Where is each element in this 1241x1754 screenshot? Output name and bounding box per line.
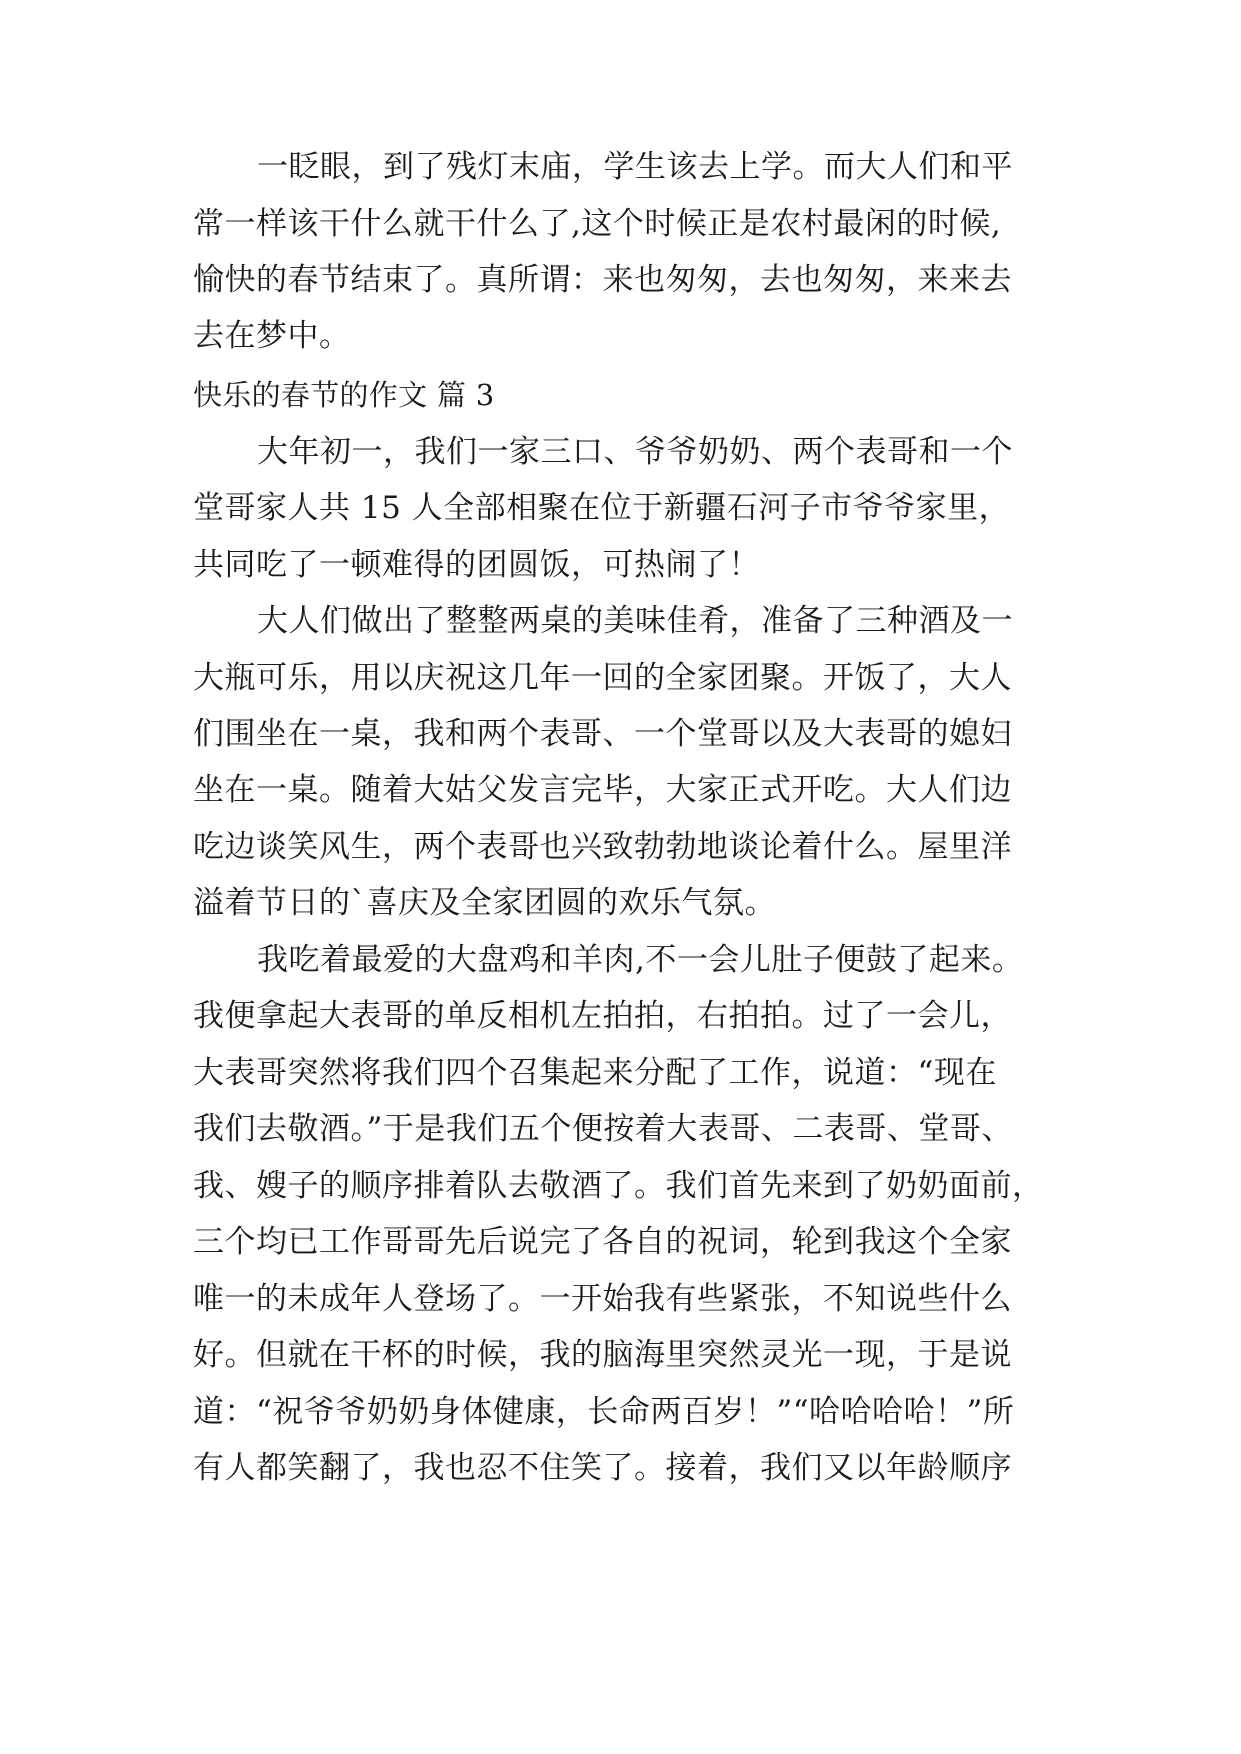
paragraph-line: 我们去敬酒。”于是我们五个便按着大表哥、二表哥、堂哥、 [193, 1111, 1013, 1147]
paragraph-line: 大人们做出了整整两桌的美味佳肴，准备了三种酒及一 [257, 603, 1013, 639]
paragraph-line: 一眨眼，到了残灯末庙，学生该去上学。而大人们和平 [257, 149, 1013, 185]
paragraph-line: 常一样该干什么就干什么了,这个时候正是农村最闲的时候, [193, 206, 1002, 242]
paragraph-line: 我便拿起大表哥的单反相机左拍拍，右拍拍。过了一会儿， [193, 998, 1012, 1034]
paragraph-line: 去在梦中。 [193, 318, 351, 354]
paragraph-line: 有人都笑翻了，我也忍不住笑了。接着，我们又以年龄顺序 [193, 1450, 1012, 1486]
paragraph-line: 共同吃了一顿难得的团圆饭，可热闹了！ [193, 547, 760, 583]
paragraph-line: 大年初一，我们一家三口、爷爷奶奶、两个表哥和一个 [257, 434, 1013, 470]
paragraph-line: 道：“祝爷爷奶奶身体健康，长命两百岁！”“哈哈哈哈！”所 [193, 1394, 1015, 1430]
section-heading: 快乐的春节的作文 篇 3 [193, 378, 495, 412]
paragraph-line: 坐在一桌。随着大姑父发言完毕，大家正式开吃。大人们边 [193, 772, 1012, 808]
paragraph-line: 唯一的未成年人登场了。一开始我有些紧张，不知说些什么 [193, 1281, 1012, 1317]
paragraph-line: 大瓶可乐，用以庆祝这几年一回的全家团聚。开饭了，大人 [193, 660, 1012, 696]
paragraph-line: 愉快的春节结束了。真所谓：来也匆匆，去也匆匆，来来去 [193, 262, 1012, 298]
paragraph-line: 堂哥家人共 15 人全部相聚在位于新疆石河子市爷爷家里， [193, 490, 1011, 526]
paragraph-line: 们围坐在一桌，我和两个表哥、一个堂哥以及大表哥的媳妇 [193, 716, 1012, 752]
paragraph-line: 我吃着最爱的大盘鸡和羊肉,不一会儿肚子便鼓了起来。 [257, 942, 1024, 978]
paragraph-line: 三个均已工作哥哥先后说完了各自的祝词，轮到我这个全家 [193, 1224, 1012, 1260]
paragraph-line: 好。但就在干杯的时候，我的脑海里突然灵光一现，于是说 [193, 1337, 1012, 1373]
paragraph-line: 吃边谈笑风生，两个表哥也兴致勃勃地谈论着什么。屋里洋 [193, 829, 1012, 865]
paragraph-line: 溢着节日的`喜庆及全家团圆的欢乐气氛。 [193, 885, 776, 921]
paragraph-line: 我、嫂子的顺序排着队去敬酒了。我们首先来到了奶奶面前， [193, 1168, 1044, 1204]
paragraph-line: 大表哥突然将我们四个召集起来分配了工作，说道：“现在 [193, 1055, 997, 1091]
